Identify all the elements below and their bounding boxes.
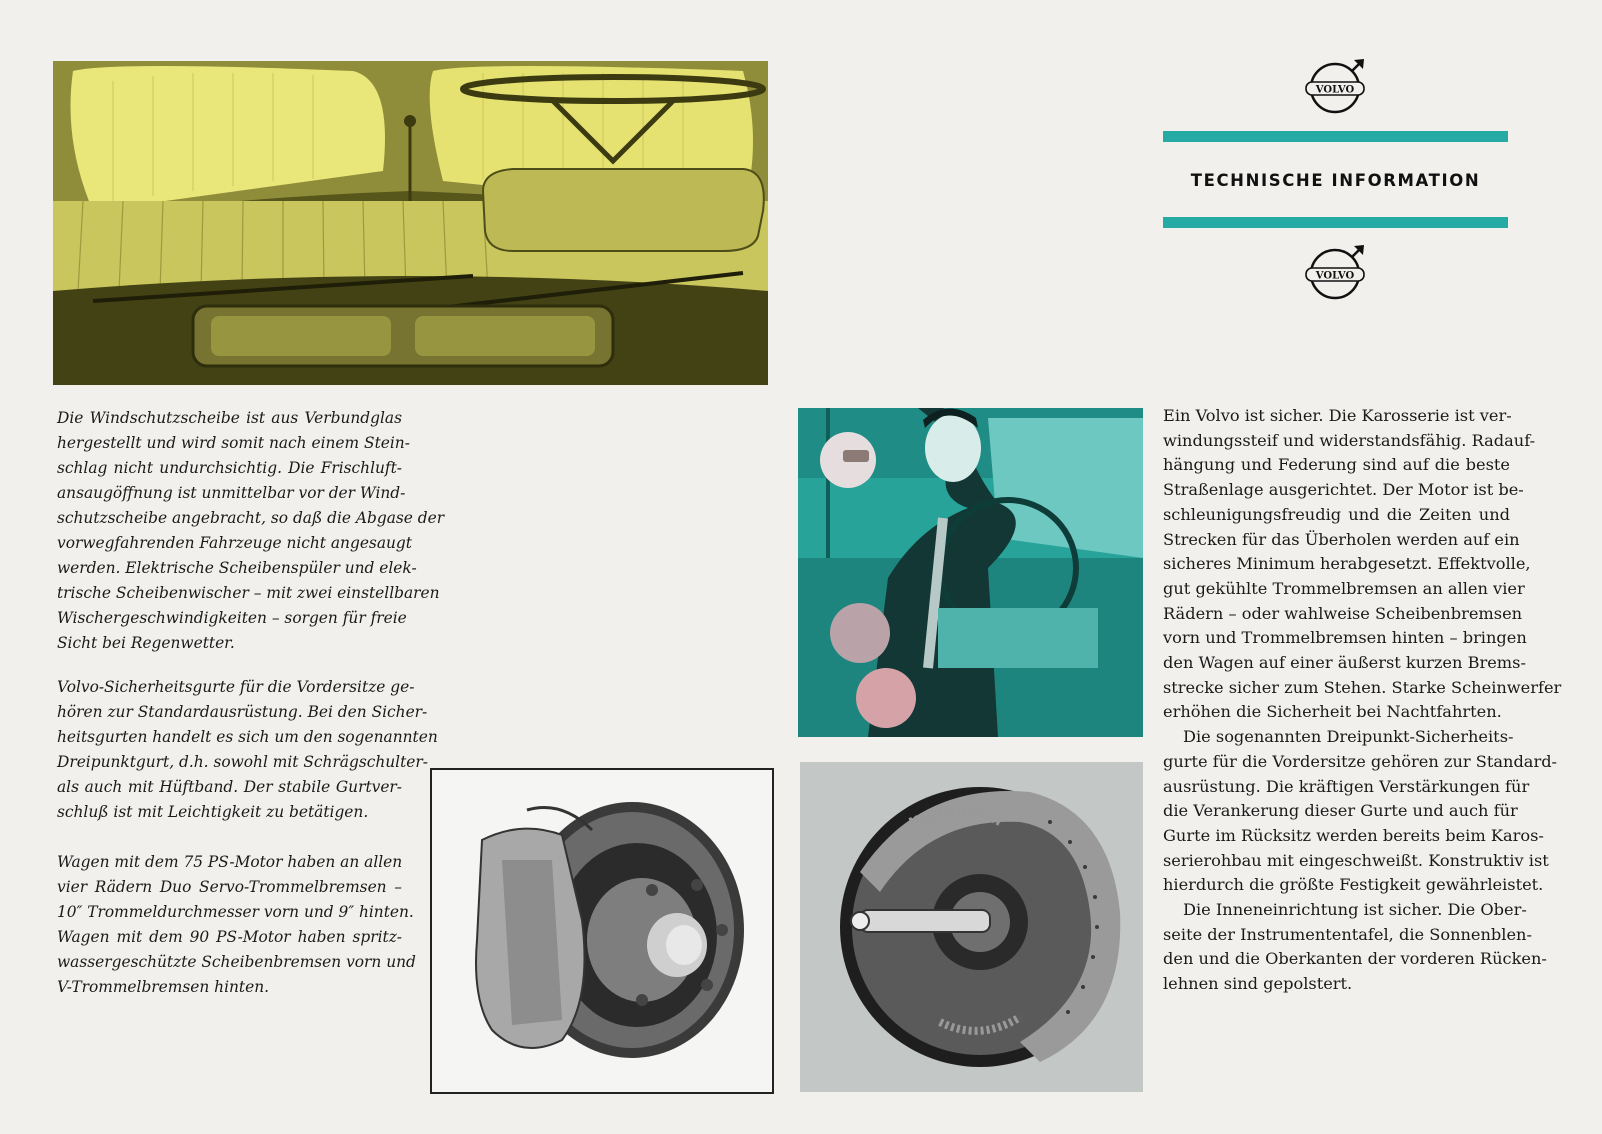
text-line: Dreipunktgurt, d.h. sowohl mit Schrägschulter-	[57, 753, 428, 771]
text-line: strecke sicher zum Stehen. Starke Scheinwerfer	[1163, 677, 1562, 697]
safety-text-column	[1163, 404, 1562, 997]
windscreen-photo	[53, 61, 768, 385]
text-line: Sicht bei Regenwetter.	[57, 634, 235, 652]
text-line: vorn und Trommelbremsen hinten – bringen	[1163, 628, 1527, 648]
text-line: Gurte im Rücksitz werden bereits beim Karos-	[1163, 825, 1544, 845]
text-line: schutzscheibe angebracht, so daß die Abgase der	[57, 509, 445, 527]
windscreen-paragraph	[57, 406, 445, 656]
seatbelt-paragraph	[57, 675, 438, 825]
text-line: die Verankerung dieser Gurte und auch für	[1163, 801, 1518, 821]
volvo-logo-top	[1302, 58, 1368, 114]
text-line: Rädern – oder wahlweise Scheibenbremsen	[1163, 603, 1523, 623]
text-line: Strecken für das Überholen werden auf ein	[1163, 529, 1520, 549]
text-line: schleunigungsfreudig und die Zeiten und	[1163, 504, 1510, 524]
text-line: windungssteif und widerstandsfähig. Radauf-	[1163, 430, 1536, 450]
text-line: hören zur Standardausrüstung. Bei den Sicher-	[57, 703, 428, 721]
text-line: Die sogenannten Dreipunkt-Sicherheits-	[1183, 727, 1514, 747]
logo-text: VOLVO	[1315, 84, 1355, 96]
text-line: ansaugöffnung ist unmittelbar vor der Wind-	[57, 484, 406, 502]
text-line: als auch mit Hüftband. Der stabile Gurtver-	[57, 778, 402, 796]
brakes-paragraph	[57, 850, 416, 1000]
text-line: Volvo-Sicherheitsgurte für die Vordersitze ge-	[57, 678, 415, 696]
text-line: ausrüstung. Die kräftigen Verstärkungen für	[1163, 776, 1530, 796]
text-line: lehnen sind gepolstert.	[1163, 974, 1353, 994]
text-line: hierdurch die größte Festigkeit gewährleistet.	[1163, 875, 1544, 895]
volvo-logo-bottom	[1302, 244, 1368, 300]
disc-brake-photo	[430, 768, 774, 1094]
text-line: gurte für die Vordersitze gehören zur Standard-	[1163, 751, 1558, 771]
text-line: werden. Elektrische Scheibenspüler und elek-	[57, 559, 417, 577]
text-line: erhöhen die Sicherheit bei Nachtfahrten.	[1163, 702, 1502, 722]
text-line: hängung und Federung sind auf die beste	[1163, 455, 1510, 475]
text-line: Wagen mit dem 75 PS-Motor haben an allen	[57, 853, 403, 871]
text-line: wassergeschützte Scheibenbremsen vorn und	[57, 953, 416, 971]
text-line: den und die Oberkanten der vorderen Rücken-	[1163, 949, 1547, 969]
seatbelt-photo	[798, 408, 1143, 737]
text-line: Die Inneneinrichtung ist sicher. Die Ober-	[1183, 900, 1527, 920]
text-line: gut gekühlte Trommelbremsen an allen vier	[1163, 578, 1525, 598]
text-line: Wischergeschwindigkeiten – sorgen für freie	[57, 609, 407, 627]
text-line: serierohbau mit eingeschweißt. Konstruktiv ist	[1163, 850, 1549, 870]
text-line: schlag nicht undurchsichtig. Die Frischluft-	[57, 459, 402, 477]
text-line: 10″ Trommeldurchmesser vorn und 9″ hinten.	[57, 903, 414, 921]
text-line: seite der Instrumententafel, die Sonnenblen-	[1163, 924, 1532, 944]
text-line: vier Rädern Duo Servo-Trommelbremsen –	[57, 878, 402, 896]
accent-bar-top	[1163, 131, 1508, 142]
drum-brake-photo	[800, 762, 1143, 1092]
text-line: Die Windschutzscheibe ist aus Verbundglas	[57, 409, 402, 427]
text-line: schluß ist mit Leichtigkeit zu betätigen.	[57, 803, 369, 821]
logo-text: VOLVO	[1315, 270, 1355, 282]
accent-bar-bottom	[1163, 217, 1508, 228]
text-line: heitsgurten handelt es sich um den sogenannten	[57, 728, 438, 746]
text-line: den Wagen auf einer äußerst kurzen Brems-	[1163, 653, 1526, 673]
text-line: vorwegfahrenden Fahrzeuge nicht angesaugt	[57, 534, 412, 552]
text-line: trische Scheibenwischer – mit zwei einstellbaren	[57, 584, 440, 602]
text-line: hergestellt und wird somit nach einem Stein-	[57, 434, 410, 452]
section-heading: TECHNISCHE INFORMATION	[1190, 171, 1481, 190]
text-line: Straßenlage ausgerichtet. Der Motor ist be-	[1163, 480, 1524, 500]
text-line: Wagen mit dem 90 PS-Motor haben spritz-	[57, 928, 402, 946]
text-line: V-Trommelbremsen hinten.	[57, 978, 270, 996]
text-line: Ein Volvo ist sicher. Die Karosserie ist ver-	[1163, 406, 1512, 425]
text-line: sicheres Minimum herabgesetzt. Effektvolle,	[1163, 554, 1531, 574]
